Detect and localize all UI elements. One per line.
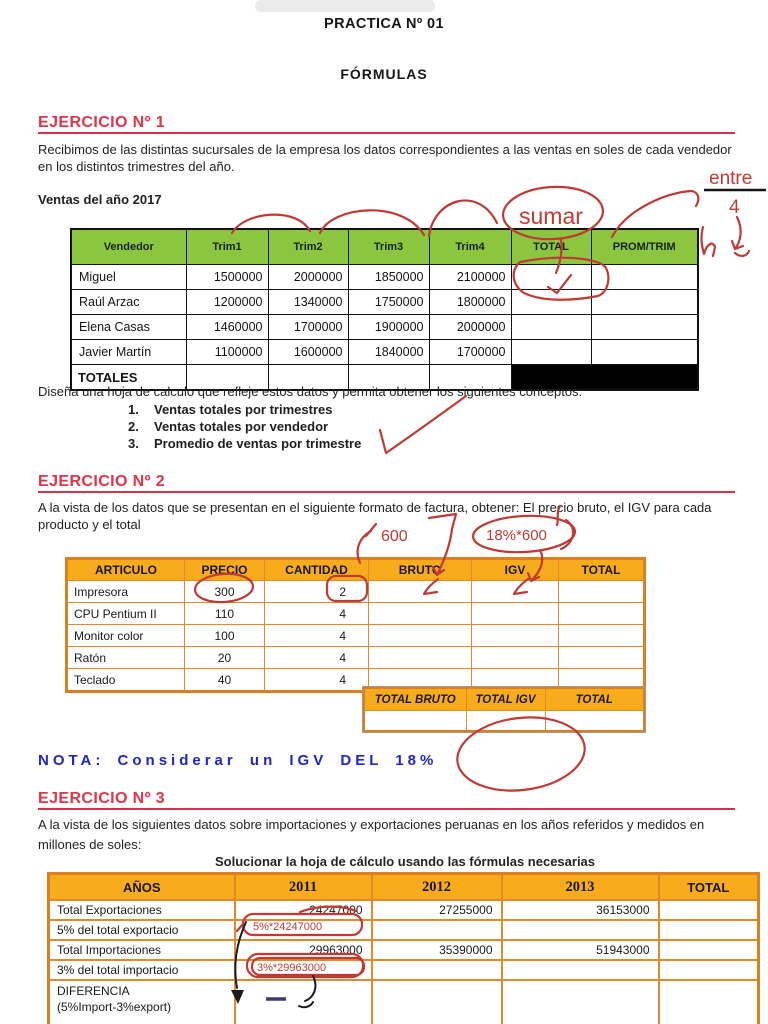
col-header: Trim1	[186, 229, 268, 265]
cell: Impresora	[67, 581, 185, 603]
igv-calc-annotation: 18%*600	[486, 527, 547, 544]
table-header-row	[67, 559, 645, 581]
table-row	[49, 920, 759, 940]
cell: 1850000	[348, 265, 429, 290]
col-header: Trim2	[268, 229, 348, 265]
item-number: 2.	[128, 419, 139, 434]
cell	[559, 625, 645, 647]
cell: 1900000	[348, 315, 429, 340]
tasks-list	[128, 402, 361, 453]
cell	[235, 960, 372, 980]
entre-annotation: entre	[709, 168, 753, 189]
cell	[511, 265, 591, 290]
cell: Teclado	[67, 669, 185, 692]
item-text: Ventas totales por vendedor	[154, 419, 329, 434]
cell	[372, 980, 502, 1024]
cell: 51943000	[502, 940, 659, 960]
cell	[364, 711, 466, 732]
cell	[369, 625, 472, 647]
cell: 1750000	[348, 290, 429, 315]
exercise3-subtitle: Solucionar la hoja de cálculo usando las fórmulas necesarias	[215, 854, 596, 869]
cell: 35390000	[372, 940, 502, 960]
cell: 4	[265, 647, 369, 669]
cell	[659, 900, 759, 920]
cell	[511, 290, 591, 315]
cell	[369, 603, 472, 625]
col-header: BRUTO	[369, 559, 472, 581]
invoice-totals-table	[363, 687, 645, 732]
table-row	[67, 647, 645, 669]
cell: CPU Pentium II	[67, 603, 185, 625]
page-title: PRACTICA Nº 01	[324, 16, 444, 32]
table-row	[364, 711, 644, 732]
cell	[369, 581, 472, 603]
cell	[235, 980, 372, 1024]
cell: Total Importaciones	[49, 940, 235, 960]
col-header: 2011	[235, 874, 372, 901]
invoice-table	[65, 557, 646, 693]
cell	[559, 647, 645, 669]
table-header-row	[49, 874, 759, 901]
cell: 1800000	[429, 290, 511, 315]
col-header: TOTAL	[659, 874, 759, 901]
cell	[511, 315, 591, 340]
cell	[591, 265, 698, 290]
cell: Total Exportaciones	[49, 900, 235, 920]
table-row	[67, 625, 645, 647]
item-text: Promedio de ventas por trimestre	[154, 436, 362, 451]
exercise3-heading: EJERCICIO Nº 3	[38, 790, 166, 807]
col-header: TOTAL IGV	[466, 688, 545, 711]
exercise3-rule	[38, 808, 735, 810]
cell: 4	[265, 669, 369, 692]
cell	[502, 920, 659, 940]
cell: 4	[265, 603, 369, 625]
cell: 24247000	[235, 900, 372, 920]
col-header: PROM/TRIM	[591, 229, 698, 265]
cell: 2100000	[429, 265, 511, 290]
table-row	[71, 315, 698, 340]
col-header: Vendedor	[71, 229, 186, 265]
pen-entre-arrow	[732, 217, 743, 249]
cell	[502, 980, 659, 1024]
cell: Raúl Arzac	[71, 290, 186, 315]
cell: 1460000	[186, 315, 268, 340]
col-header: AÑOS	[49, 874, 235, 901]
cell: 1500000	[186, 265, 268, 290]
cell	[591, 290, 698, 315]
totales-label: TOTALES	[71, 365, 186, 391]
pen-tasks-check	[380, 396, 466, 453]
cell	[472, 581, 559, 603]
scan-smudge	[255, 0, 435, 12]
cell: Elena Casas	[71, 315, 186, 340]
table1-caption: Ventas del año 2017	[38, 192, 162, 207]
exercise2-heading: EJERCICIO Nº 2	[38, 473, 166, 490]
table-header-row	[71, 229, 698, 265]
cell: 27255000	[372, 900, 502, 920]
export-calc-annotation: 5%*24247000	[253, 921, 323, 933]
col-header: Trim4	[429, 229, 511, 265]
cell	[559, 603, 645, 625]
cell: Miguel	[71, 265, 186, 290]
sales-table	[70, 228, 699, 391]
cell: 1700000	[268, 315, 348, 340]
table-row	[49, 980, 759, 1024]
cell	[591, 340, 698, 365]
cell	[472, 625, 559, 647]
col-header: PRECIO	[185, 559, 265, 581]
cell: 5% del total exportacio	[49, 920, 235, 940]
table-row	[49, 900, 759, 920]
cell: Javier Martín	[71, 340, 186, 365]
table-row	[71, 340, 698, 365]
cell	[502, 960, 659, 980]
cell: 1200000	[186, 290, 268, 315]
cell: 1840000	[348, 340, 429, 365]
col-header: Trim3	[348, 229, 429, 265]
table-row	[67, 603, 645, 625]
cell	[659, 940, 759, 960]
item-number: 1.	[128, 402, 139, 417]
page-subtitle: FÓRMULAS	[340, 66, 428, 82]
cell	[545, 711, 644, 732]
table-header-row	[364, 688, 644, 711]
cell: 3% del total importacio	[49, 960, 235, 980]
cell: Ratón	[67, 647, 185, 669]
exercise1-intro: Recibimos de las distintas sucursales de la empresa los datos correspondientes a las ventas en soles de cada vendedor en los distintos trimestres del año.	[38, 142, 732, 175]
sumar-annotation: sumar	[519, 203, 583, 229]
cell	[369, 647, 472, 669]
col-header: TOTAL	[545, 688, 644, 711]
col-header: IGV	[472, 559, 559, 581]
table-row	[49, 960, 759, 980]
cell	[466, 711, 545, 732]
cell: 29963000	[235, 940, 372, 960]
table-row	[71, 265, 698, 290]
label-line2: (5%Import-3%export)	[57, 1000, 172, 1015]
exercise1-heading: EJERCICIO Nº 1	[38, 114, 166, 131]
cell	[472, 603, 559, 625]
list-item	[128, 402, 361, 419]
exercise1-rule	[38, 132, 735, 134]
exercise2-rule	[38, 491, 735, 493]
cell: 1340000	[268, 290, 348, 315]
cell	[372, 920, 502, 940]
col-header: TOTAL	[559, 559, 645, 581]
col-header: TOTAL	[511, 229, 591, 265]
cell	[591, 315, 698, 340]
cell: 300	[185, 581, 265, 603]
cell	[559, 581, 645, 603]
cell	[511, 340, 591, 365]
cell	[235, 920, 372, 940]
pen-entre-arrow-hook	[735, 251, 749, 256]
cell: 2000000	[429, 315, 511, 340]
pen-right-scribble	[701, 227, 715, 256]
cell: 4	[265, 625, 369, 647]
diferencia-label	[49, 980, 235, 1024]
cell: 2000000	[268, 265, 348, 290]
cell: 110	[185, 603, 265, 625]
cell	[659, 920, 759, 940]
cell	[372, 960, 502, 980]
exercise3-intro: A la vista de los siguientes datos sobre importaciones y exportaciones peruanas en los años referidos y medidos en millones de soles:	[38, 817, 705, 852]
cell: 20	[185, 647, 265, 669]
table-row	[71, 290, 698, 315]
cell: 2	[265, 581, 369, 603]
cell: 100	[185, 625, 265, 647]
import-calc-annotation: 3%*29963000	[257, 962, 327, 974]
cell: 40	[185, 669, 265, 692]
cell	[659, 980, 759, 1024]
col-header: ARTICULO	[67, 559, 185, 581]
cell: 1100000	[186, 340, 268, 365]
cell	[659, 960, 759, 980]
cell: Monitor color	[67, 625, 185, 647]
label-line1: DIFERENCIA	[57, 984, 130, 998]
list-item	[128, 436, 361, 453]
exercise2-intro: A la vista de los datos que se presentan en el siguiente formato de factura, obtener: El precio bruto, el IGV para cada producto y el total	[38, 500, 712, 533]
col-header: 2012	[372, 874, 502, 901]
cell	[472, 647, 559, 669]
four-annotation: 4	[729, 197, 740, 218]
item-number: 3.	[128, 436, 139, 451]
bruto-calc-annotation: 600	[381, 528, 408, 545]
table-row	[49, 940, 759, 960]
col-header: CANTIDAD	[265, 559, 369, 581]
cell: 36153000	[502, 900, 659, 920]
col-header: TOTAL BRUTO	[364, 688, 466, 711]
table-row	[67, 581, 645, 603]
import-export-table	[47, 872, 760, 1024]
tasks-intro: Diseña una hoja de calculo que refleje estos datos y permita obtener los siguientes conceptos:	[38, 384, 583, 399]
igv-note: NOTA: Considerar un IGV DEL 18%	[38, 752, 438, 769]
cell: 1600000	[268, 340, 348, 365]
item-text: Ventas totales por trimestres	[154, 402, 333, 417]
cell: 1700000	[429, 340, 511, 365]
col-header: 2013	[502, 874, 659, 901]
list-item	[128, 419, 361, 436]
